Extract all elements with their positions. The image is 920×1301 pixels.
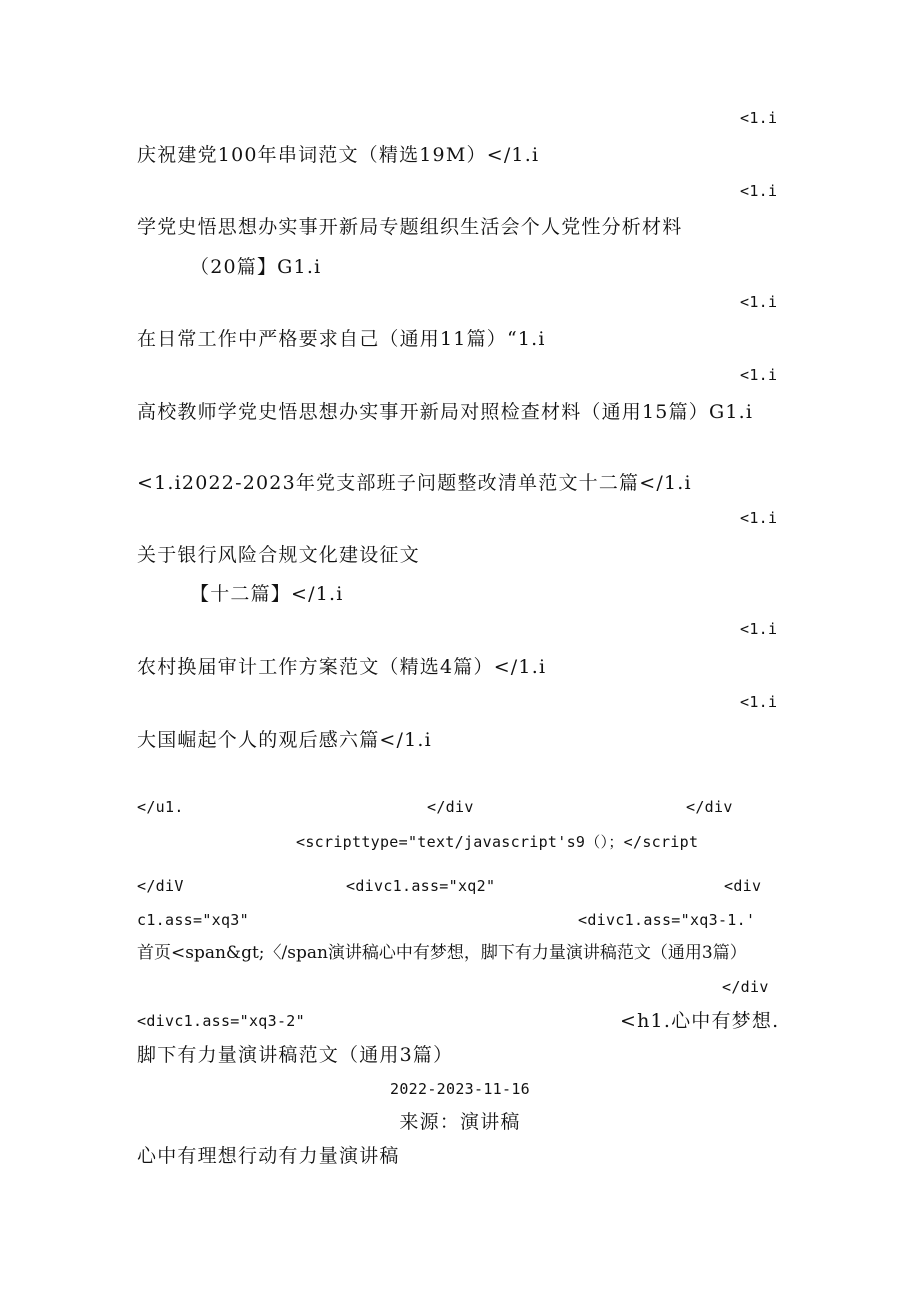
code-fragment: </u1. [137, 798, 184, 816]
breadcrumb: 首页<span&gt;〈/span演讲稿心中有梦想，脚下有力量演讲稿范文（通用3篇） [137, 943, 747, 963]
code-fragment: c1.ass="xq3" [137, 911, 249, 929]
code-fragment: <1.i [740, 620, 778, 638]
list-item: 高校教师学党史悟思想办实事开新局对照检查材料（通用15篇）G1.i [137, 401, 754, 423]
code-fragment: <1.i [740, 509, 778, 527]
code-fragment: </div [427, 798, 474, 816]
page-title: <h1.心中有梦想. [620, 1010, 780, 1032]
publish-date: 2022-2023-11-16 [390, 1080, 530, 1098]
code-fragment: <1.i [740, 109, 778, 127]
list-item: 关于银行风险合规文化建设征文 [137, 544, 420, 566]
list-item: 学党史悟思想办实事开新局专题组织生活会个人党性分析材料 [137, 216, 683, 238]
list-item: <1.i2022-2023年党支部班子问题整改清单范文十二篇</1.i [137, 472, 692, 494]
code-fragment: </diV [137, 877, 184, 895]
list-item: 在日常工作中严格要求自己（通用11篇）“1.i [137, 328, 546, 350]
code-fragment: </div [686, 798, 733, 816]
code-fragment: <1.i [740, 293, 778, 311]
code-fragment: </div [722, 978, 769, 996]
page-title-continuation: 脚下有力量演讲稿范文（通用3篇） [137, 1044, 454, 1066]
code-fragment: <1.i [740, 693, 778, 711]
code-fragment: <1.i [740, 182, 778, 200]
list-item-continuation: 【十二篇】</1.i [190, 583, 344, 605]
list-item: 大国崛起个人的观后感六篇</1.i [137, 729, 432, 751]
list-item: 庆祝建党100年串词范文（精选19M）</1.i [137, 144, 540, 166]
code-fragment: <divc1.ass="xq3-2" [137, 1012, 305, 1030]
code-fragment: <1.i [740, 366, 778, 384]
code-fragment: <scripttype="text/javascript's9（）；</script [296, 833, 699, 851]
source-label: 来源：演讲稿 [399, 1111, 521, 1133]
list-item-continuation: （20篇】G1.i [190, 256, 322, 278]
code-fragment: <div [724, 877, 762, 895]
code-fragment: <divc1.ass="xq2" [346, 877, 496, 895]
list-item: 农村换届审计工作方案范文（精选4篇）</1.i [137, 656, 547, 678]
code-fragment: <divc1.ass="xq3-1.' [578, 911, 756, 929]
section-heading: 心中有理想行动有力量演讲稿 [137, 1145, 400, 1167]
